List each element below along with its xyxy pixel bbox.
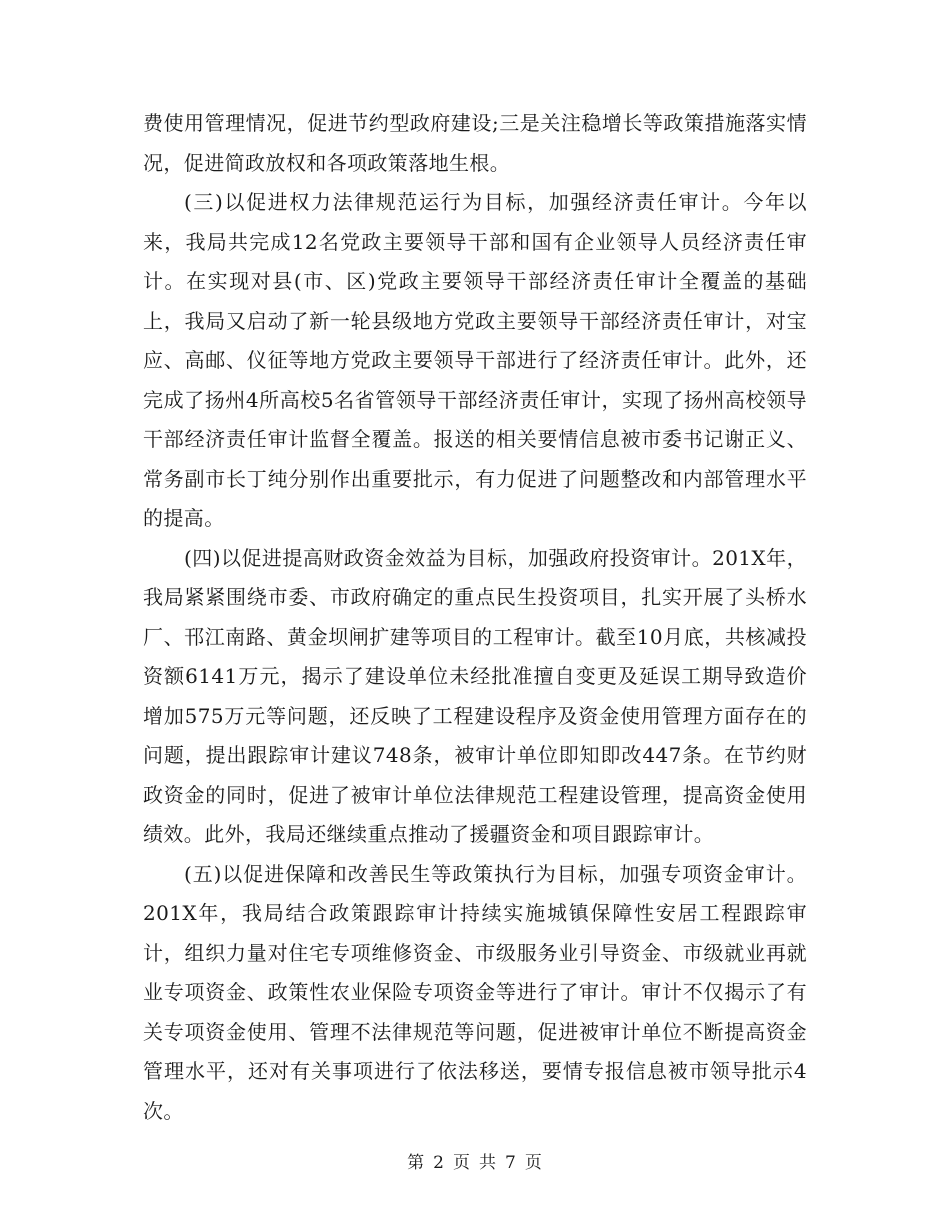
paragraph-economic-responsibility-audit: (三)以促进权力法律规范运行为目标，加强经济责任审计。今年以来，我局共完成12名党政主要领导干部和国有企业领导人员经济责任审计。在实现对县(市、区)党政主要领导干部经济责任审计全覆盖的基础上，我局又启动了新一轮县级地方党政主要领导干部经济责任审计，对宝应、高邮、仪征等地方党政主要领导干部进行了经济责任审计。此外，还完成了扬州4所高校5名省管领导干部经济责任审计，实现了扬州高校领导干部经济责任审计监督全覆盖。报送的相关要情信息被市委书记谢正义、常务副市长丁纯分别作出重要批示，有力促进了问题整改和内部管理水平的提高。 xyxy=(143,190,807,530)
footer-total-label: 共 xyxy=(479,1153,497,1173)
footer-suffix: 页 xyxy=(524,1153,543,1173)
body-text xyxy=(143,104,807,1131)
paragraph-continuation: 费使用管理情况，促进节约型政府建设;三是关注稳增长等政策措施落实情况，促进简政放权和各项政策落地生根。 xyxy=(143,111,807,175)
footer-page-label: 页 xyxy=(453,1153,471,1173)
paragraph-special-funds-audit: (五)以促进保障和改善民生等政策执行为目标，加强专项资金审计。201X年，我局结合政策跟踪审计持续实施城镇保障性安居工程跟踪审计，组织力量对住宅专项维修资金、市级服务业引导资金、市级就业再就业专项资金、政策性农业保险专项资金等进行了审计。审计不仅揭示了有关专项资金使用、管理不法律规范等问题，促进被审计单位不断提高资金管理水平，还对有关事项进行了依法移送，要情专报信息被市领导批示4次。 xyxy=(143,861,807,1123)
footer-current-page: 2 xyxy=(433,1153,445,1173)
footer-prefix: 第 xyxy=(407,1153,426,1173)
page-footer xyxy=(0,1148,950,1173)
paragraph-government-investment-audit: (四)以促进提高财政资金效益为目标，加强政府投资审计。201X年，我局紧紧围绕市委、市政府确定的重点民生投资项目，扎实开展了头桥水厂、邗江南路、黄金坝闸扩建等项目的工程审计。截至10月底，共核减投资额6141万元，揭示了建设单位未经批准擅自变更及延误工期导致造价增加575万元等问题，还反映了工程建设程序及资金使用管理方面存在的问题，提出跟踪审计建议748条，被审计单位即知即改447条。在节约财政资金的同时，促进了被审计单位法律规范工程建设管理，提高资金使用绩效。此外，我局还继续重点推动了援疆资金和项目跟踪审计。 xyxy=(143,545,807,846)
footer-total-pages: 7 xyxy=(505,1153,517,1173)
